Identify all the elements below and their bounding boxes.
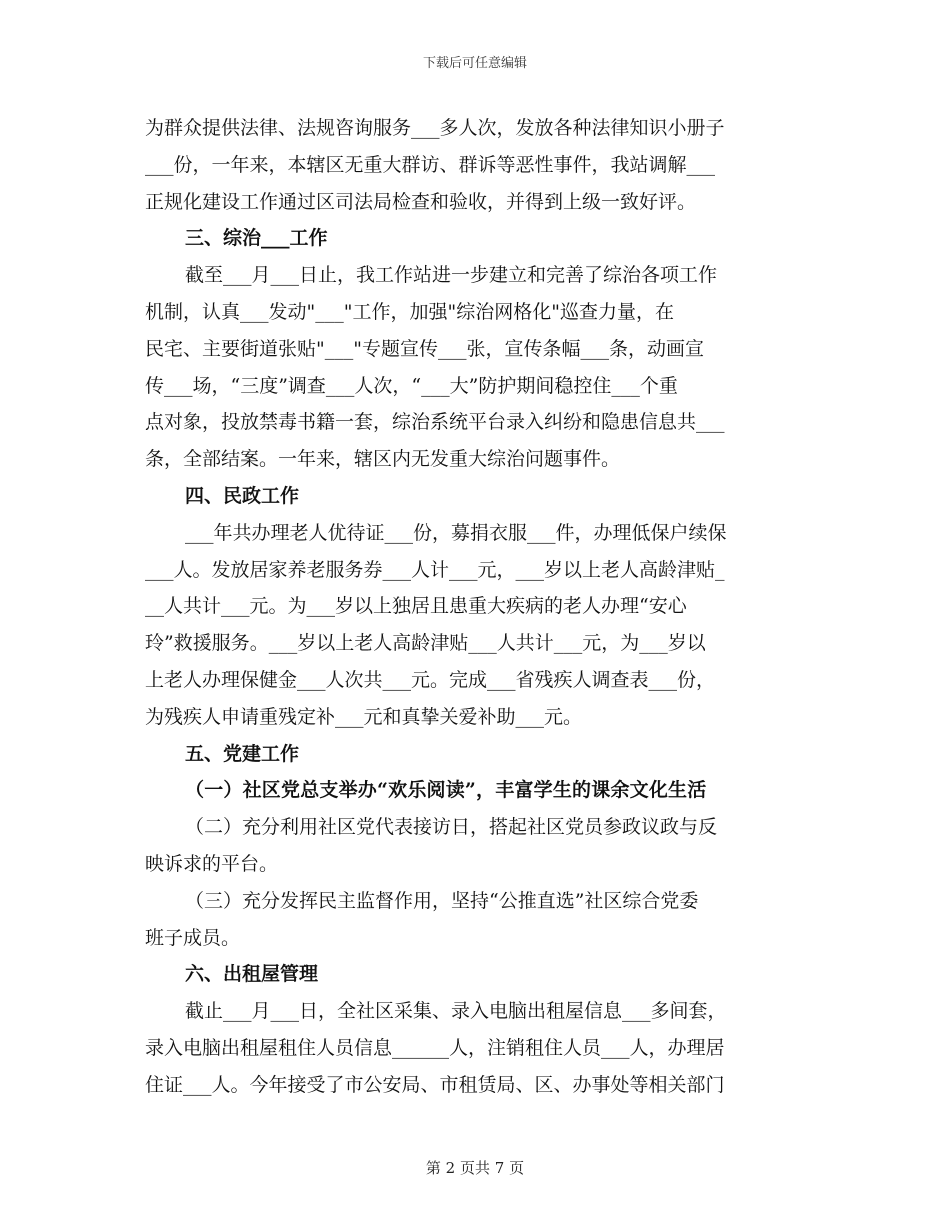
page-header: 下载后可任意编辑	[422, 56, 527, 71]
paragraph-line: 录入电脑出租屋租住人员信息______人，注销租住人员___人，办理居	[145, 1036, 725, 1059]
section-heading: 四、民政工作	[185, 484, 300, 507]
paragraph-line: 民宅、主要街道张贴"___"专题宣传___张，宣传条幅___条，动画宣	[145, 337, 704, 360]
paragraph-line: 传___场，“三度”调查___人次，“___大”防护期间稳控住___个重	[145, 374, 678, 397]
paragraph-line: 上老人办理保健金___人次共___元。完成___省残疾人调查表___份，	[145, 668, 716, 691]
paragraph-first-line: （二）充分利用社区党代表接访日，搭起社区党员参政议政与反	[185, 816, 718, 839]
document-body	[145, 110, 810, 1104]
paragraph-line: 正规化建设工作通过区司法局检查和验收，并得到上级一致好评。	[145, 190, 697, 213]
subsection-heading: （一）社区党总支举办“欢乐阅读”，丰富学生的课余文化生活	[185, 779, 707, 802]
paragraph-line: 点对象，投放禁毒书籍一套，综治系统平台录入纠纷和隐患信息共___	[145, 411, 725, 434]
section-heading: 五、党建工作	[185, 742, 300, 765]
paragraph-first-line: 截至___月___日止，我工作站进一步建立和完善了综治各项工作	[185, 264, 718, 287]
paragraph-line: ___份，一年来，本辖区无重大群访、群诉等恶性事件，我站调解___	[145, 153, 716, 176]
paragraph-first-line: ___年共办理老人优待证___份，募捐衣服___件，办理低保户续保	[185, 521, 727, 544]
paragraph-line: 机制，认真___发动"___"工作，加强"综治网格化"巡查力量，在	[145, 300, 674, 323]
paragraph-first-line: （三）充分发挥民主监督作用，坚持“公推直选”社区综合党委	[185, 889, 699, 912]
paragraph-line: 条，全部结案。一年来，辖区内无发重大综治问题事件。	[145, 448, 621, 471]
paragraph-line: 为群众提供法律、法规咨询服务___多人次，发放各种法律知识小册子	[145, 117, 725, 139]
paragraph-line: 住证___人。今年接受了市公安局、市租赁局、区、办事处等相关部门	[145, 1073, 725, 1096]
paragraph-line: 映诉求的平台。	[145, 852, 279, 875]
section-heading: 六、出租屋管理	[185, 963, 319, 986]
paragraph-line: 班子成员。	[145, 926, 241, 949]
paragraph-line: 玲”救援服务。___岁以上老人高龄津贴___人共计___元，为___岁以	[145, 632, 706, 655]
section-heading: 三、综治___工作	[185, 227, 328, 250]
paragraph-first-line: 截止___月___日，全社区采集、录入电脑出租屋信息___多间套，	[185, 1000, 727, 1023]
paragraph-line: 为残疾人申请重残定补___元和真挚关爱补助___元。	[145, 705, 583, 728]
paragraph-line: __人共计___元。为___岁以上独居且患重大疾病的老人办理“安心	[145, 595, 687, 618]
page-footer: 第 2 页共 7 页	[425, 1159, 525, 1177]
paragraph-line: ___人。发放居家养老服务券___人计___元，___岁以上老人高龄津贴_	[145, 558, 725, 581]
